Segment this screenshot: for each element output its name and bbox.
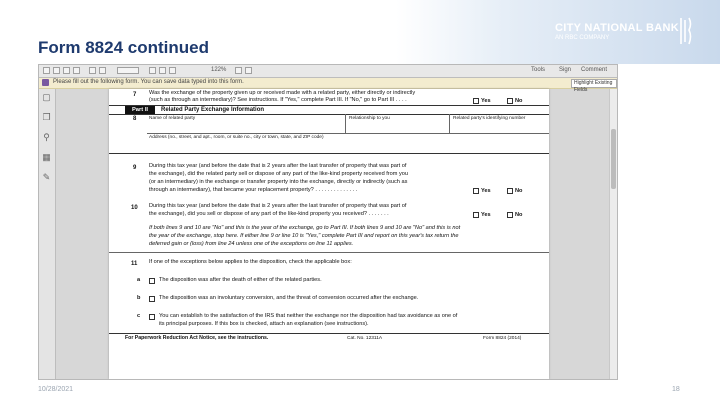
pdf-viewer [38, 64, 618, 380]
instructions-note-1: If both lines 9 and 10 are "No" and this is the year of the exchange, go to Part III. If both lines 9 and 10 are "No" and this is not [149, 225, 461, 231]
line-7-text-2: (such as through an intermediary)? See instructions. If "Yes," complete Part III. If "No," go to Part III . . . . [149, 97, 407, 103]
line-10-yes-label: Yes [481, 212, 491, 218]
tools-menu[interactable]: Tools [531, 67, 546, 73]
divider [109, 252, 549, 253]
catalog-number: Cat. No. 12311A [347, 336, 383, 341]
field-divider [449, 114, 450, 133]
bank-logo-mark-icon [679, 16, 693, 46]
line-9-no-label: No [515, 188, 523, 194]
zoom-out-icon[interactable] [159, 67, 166, 74]
form-page [109, 89, 549, 379]
option-c-text-1: You can establish to the satisfaction of the IRS that neither the exchange nor the disposition had tax avoidance as one of [159, 313, 458, 319]
highlight-fields-button[interactable]: Highlight Existing Fields [571, 79, 617, 88]
divider [109, 114, 549, 115]
logo-subtitle: AN RBC COMPANY [555, 35, 610, 41]
save-icon[interactable] [53, 67, 60, 74]
divider [147, 133, 549, 134]
line-7-no-label: No [515, 98, 523, 104]
next-page-icon[interactable] [99, 67, 106, 74]
attachments-icon[interactable]: ⚲ [43, 132, 50, 142]
option-a-checkbox[interactable] [149, 278, 155, 284]
infobar-text: Please fill out the following form. You can save data typed into this form. [53, 79, 244, 85]
option-c-letter: c [137, 313, 141, 319]
instructions-note-2: the year of the exchange, stop here. If either line 9 or line 10 is "Yes," complete Part III and report on this year's tax return the [149, 233, 459, 239]
line-9-text-2: the exchange), did the related party sell or dispose of any part of the like-kind property received from you [149, 171, 409, 177]
option-c-text-2: its principal purposes. If this box is checked, attach an explanation (see instructions). [159, 321, 369, 327]
line-9-yes-checkbox[interactable] [473, 188, 479, 194]
relationship-label: Relationship to you [349, 116, 390, 121]
form-info-icon [42, 79, 49, 86]
instructions-note-3: deferred gain or (loss) from line 24 unless one of the exceptions on line 11 applies. [149, 241, 354, 247]
line-7-number: 7 [133, 92, 137, 98]
line-9-no-checkbox[interactable] [507, 188, 513, 194]
option-b-checkbox[interactable] [149, 296, 155, 302]
divider [109, 333, 549, 334]
signatures-icon[interactable]: ✎ [42, 172, 51, 182]
option-b-letter: b [137, 295, 141, 301]
page-thumbnails-icon[interactable]: ▢ [42, 92, 51, 102]
paperwork-notice: For Paperwork Reduction Act Notice, see the instructions. [125, 335, 269, 341]
bookmarks-icon[interactable]: ❐ [42, 112, 51, 122]
field-divider [345, 114, 346, 133]
prev-page-icon[interactable] [89, 67, 96, 74]
divider [109, 153, 549, 154]
line-9-yes-label: Yes [481, 188, 491, 194]
line-10-text-2: the exchange), did you sell or dispose of any part of the like-kind property you received? . . . . . . . [149, 211, 389, 217]
zoom-level[interactable]: 122% [211, 67, 227, 73]
scrollbar-thumb[interactable] [611, 129, 616, 189]
slide-date: 10/28/2021 [38, 386, 74, 393]
line-9-text-1: During this tax year (and before the date that is 2 years after the last transfer of property that was part of [149, 163, 407, 169]
option-c-checkbox[interactable] [149, 314, 155, 320]
line-10-text-1: During this tax year (and before the date that is 2 years after the last transfer of property that was part of [149, 203, 407, 209]
line-11-number: 11 [131, 261, 138, 267]
fit-width-icon[interactable] [245, 67, 252, 74]
line-9-number: 9 [133, 165, 137, 171]
comment-menu[interactable]: Comment [581, 67, 608, 73]
line-11-text: If one of the exceptions below applies to the disposition, check the applicable box: [149, 259, 352, 265]
part-ii-title: Related Party Exchange Information [161, 107, 265, 113]
logo-name: CITY NATIONAL BANK [555, 22, 679, 34]
print-icon[interactable] [63, 67, 70, 74]
option-b-text: The disposition was an involuntary conversion, and the threat of conversion occurred after the exchange. [159, 295, 419, 301]
sign-menu[interactable]: Sign [559, 67, 572, 73]
line-10-no-label: No [515, 212, 523, 218]
identifying-number-label: Related party's identifying number [453, 116, 526, 121]
option-a-text: The disposition was after the death of either of the related parties. [159, 277, 322, 283]
line-7-yes-label: Yes [481, 98, 491, 104]
viewer-toolbar [39, 65, 617, 78]
line-8-number: 8 [133, 116, 137, 122]
fit-page-icon[interactable] [235, 67, 242, 74]
address-label: Address (no., street, and apt., room, or suite no., city or town, state, and ZIP code) [149, 135, 324, 140]
bank-logo [555, 22, 679, 41]
slide-title: Form 8824 continued [38, 38, 209, 57]
line-9-text-3: (or an intermediary) in the exchange or transfer property into the exchange, directly or indirectly (such as [149, 179, 408, 185]
part-ii-tag: Part II [125, 106, 155, 114]
line-7-no-checkbox[interactable] [507, 98, 513, 104]
page-number-field[interactable] [117, 67, 139, 74]
viewer-side-panel [39, 89, 56, 379]
line-7-yes-checkbox[interactable] [473, 98, 479, 104]
vertical-scrollbar[interactable] [609, 89, 618, 379]
hand-tool-icon[interactable] [149, 67, 156, 74]
line-7-text-1: Was the exchange of the property given up or received made with a related party, either directly or indirectly [149, 90, 416, 96]
option-a-letter: a [137, 277, 141, 283]
related-party-name-label: Name of related party [149, 116, 196, 121]
slide-page-number: 18 [672, 386, 680, 393]
open-icon[interactable] [43, 67, 50, 74]
line-9-text-4: through an intermediary), that became your replacement property? . . . . . . . . . . . . . . [149, 187, 358, 193]
zoom-in-icon[interactable] [169, 67, 176, 74]
line-10-yes-checkbox[interactable] [473, 212, 479, 218]
line-10-no-checkbox[interactable] [507, 212, 513, 218]
layers-icon[interactable]: ▦ [42, 152, 51, 162]
form-id: Form 8824 (2014) [483, 336, 522, 341]
line-10-number: 10 [131, 205, 138, 211]
email-icon[interactable] [73, 67, 80, 74]
